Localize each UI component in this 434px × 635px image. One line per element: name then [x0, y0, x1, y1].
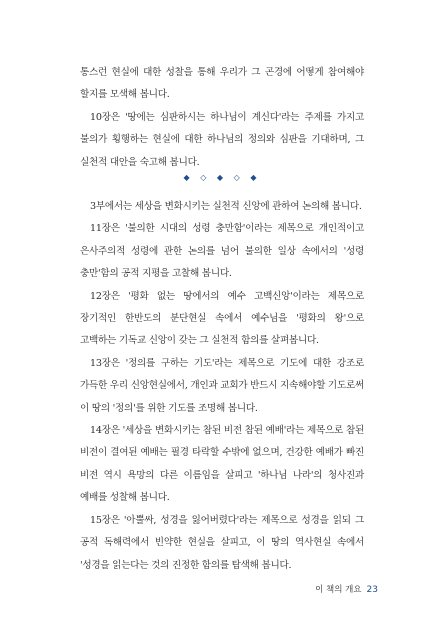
diamond-filled-icon: ◆	[250, 173, 261, 182]
body-text-top	[80, 62, 364, 174]
paragraph-chapter-15: 15장은 '아뿔싸, 성경을 잃어버렸다'라는 제목으로 성경을 읽되 그 공적 독해력에서 빈약한 현실을 살피고, 이 땅의 역사현실 속에서 '성경을 읽는다는 것의 진정한 함의를 탐색해 봅니다.	[80, 514, 364, 571]
body-text-bottom	[80, 196, 364, 577]
page-footer	[315, 584, 378, 596]
paragraph-part-3-intro: 3부에서는 세상을 변화시키는 실천적 신앙에 관하여 논의해 봅니다.	[90, 201, 362, 212]
paragraph-chapter-10: 10장은 '땅에는 심판하시는 하나님이 계신다'라는 주제를 가지고 불의가 횡행하는 현실에 대한 하나님의 정의와 심판을 기대하며, 그 실천적 대안을 숙고해 봅니다.	[80, 111, 364, 168]
paragraph-chapter-14: 14장은 '세상을 변화시키는 참된 비전 참된 예배'라는 제목으로 참된 비전이 결여된 예배는 필경 타락할 수밖에 없으며, 건강한 예배가 빠진 비전 역시 욕망의 다른 이름임을 살피고 '하나님 나라'의 청사진과 예배를 성찰해 봅니다.	[80, 425, 364, 504]
paragraph-chapter-11: 11장은 '불의한 시대의 성령 충만함'이라는 제목으로 개인적이고 은사주의적 성령에 관한 논의를 넘어 불의한 일상 속에서의 '성령 충만'함의 공적 지평을 고찰해 봅니다.	[80, 223, 364, 280]
page-number: 23	[366, 585, 378, 595]
diamond-outline-icon: ◇	[233, 173, 244, 182]
diamond-filled-icon: ◆	[183, 173, 194, 182]
ornament-separator	[80, 172, 364, 184]
running-head: 이 책의 개요	[315, 585, 362, 595]
paragraph-chapter-12: 12장은 '평화 없는 땅에서의 예수 고백신앙'이라는 제목으로 장기적인 한반도의 분단현실 속에서 예수님을 '평화의 왕'으로 고백하는 기독교 신앙이 갖는 그 실천적 함의를 살펴봅니다.	[80, 290, 364, 347]
diamond-filled-icon: ◆	[216, 173, 228, 182]
paragraph-continuation: 통스런 현실에 대한 성찰을 통해 우리가 그 곤경에 어떻게 참여해야 할지를 모색해 봅니다.	[80, 67, 364, 101]
paragraph-chapter-13: 13장은 '정의를 구하는 기도'라는 제목으로 기도에 대한 강조로 가득한 우리 신앙현실에서, 개인과 교회가 반드시 지속해야할 기도로써 이 땅의 '정의'를 위한 기도를 조명해 봅니다.	[80, 357, 364, 414]
diamond-outline-icon: ◇	[200, 173, 211, 182]
